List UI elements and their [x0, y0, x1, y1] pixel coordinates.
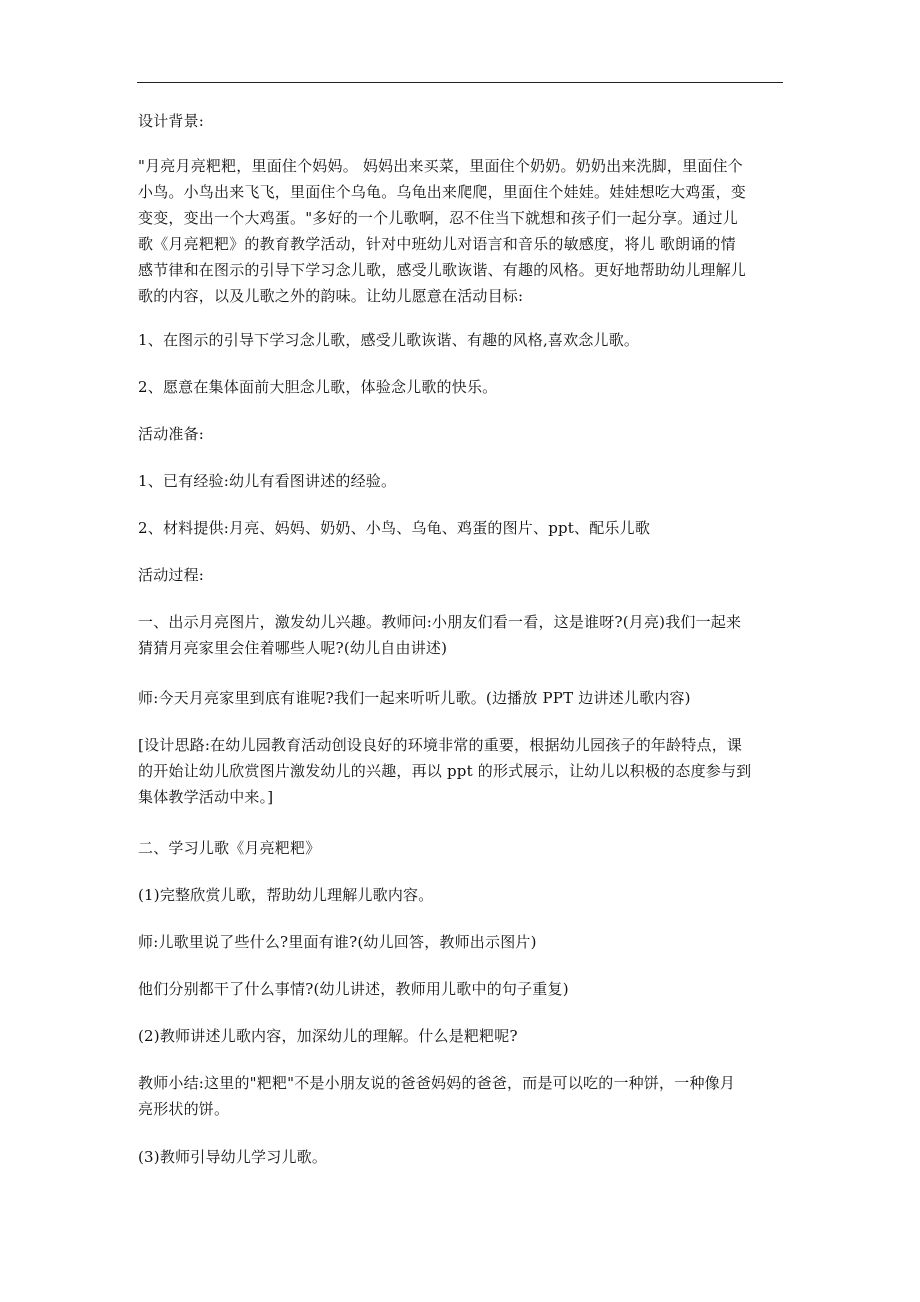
text-line: 1、在图示的引导下学习念儿歌，感受儿歌诙谐、有趣的风格,喜欢念儿歌。: [138, 331, 640, 349]
paragraph-p5: [138, 421, 204, 447]
text-line: 他们分别都干了什么事情?(幼儿讲述，教师用儿歌中的句子重复): [138, 980, 569, 998]
text-line: 的开始让幼儿欣赏图片激发幼儿的兴趣，再以 ppt 的形式展示，让幼儿以积极的态度参与到: [138, 762, 752, 780]
paragraph-p2: [138, 153, 746, 309]
text-line: 活动准备:: [138, 425, 205, 443]
text-line: 集体教学活动中来。]: [138, 788, 274, 806]
header-rule: [137, 82, 783, 83]
text-line: 亮形状的饼。: [138, 1100, 230, 1118]
paragraph-p9: [138, 609, 741, 661]
paragraph-p1: [138, 108, 204, 134]
paragraph-p18: [138, 1144, 327, 1170]
paragraph-p13: [138, 882, 433, 908]
text-line: 歌的内容，以及儿歌之外的韵味。让幼儿愿意在活动目标:: [138, 287, 524, 305]
text-line: (2)教师讲述儿歌内容，加深幼儿的理解。什么是粑粑呢?: [138, 1027, 518, 1045]
paragraph-p6: [138, 468, 396, 494]
text-line: 变变，变出一个大鸡蛋。"多好的一个儿歌啊，忍不住当下就想和孩子们一起分享。通过儿: [138, 209, 738, 227]
text-line: 猜猜月亮家里会住着哪些人呢?(幼儿自由讲述): [138, 639, 448, 657]
text-line: 一、出示月亮图片，激发幼儿兴趣。教师问:小朋友们看一看，这是谁呀?(月亮)我们一起来: [138, 613, 742, 631]
text-line: 师:儿歌里说了些什么?里面有谁?(幼儿回答，教师出示图片): [138, 933, 537, 951]
paragraph-p11: [138, 732, 751, 810]
text-line: 歌《月亮粑粑》的教育教学活动，针对中班幼儿对语言和音乐的敏感度，将儿 歌朗诵的情: [138, 235, 736, 253]
text-line: [设计思路:在幼儿园教育活动创设良好的环境非常的重要，根据幼儿园孩子的年龄特点，课: [138, 736, 743, 754]
text-line: 1、已有经验:幼儿有看图讲述的经验。: [138, 472, 397, 490]
text-line: 感节律和在图示的引导下学习念儿歌，感受儿歌诙谐、有趣的风格。更好地帮助幼儿理解儿: [138, 261, 747, 279]
paragraph-p3: [138, 327, 639, 353]
paragraph-p12: [138, 835, 320, 861]
paragraph-p4: [138, 374, 497, 400]
text-line: "月亮月亮粑粑，里面住个妈妈。 妈妈出来买菜，里面住个奶奶。奶奶出来洗脚，里面住个: [138, 157, 743, 175]
text-line: 2、愿意在集体面前大胆念儿歌，体验念儿歌的快乐。: [138, 378, 498, 396]
paragraph-p16: [138, 1023, 518, 1049]
text-line: 2、材料提供:月亮、妈妈、奶奶、小鸟、乌龟、鸡蛋的图片、ppt、配乐儿歌: [138, 519, 651, 537]
paragraph-p14: [138, 929, 537, 955]
paragraph-p10: [138, 685, 691, 711]
paragraph-p15: [138, 976, 569, 1002]
text-line: 师:今天月亮家里到底有谁呢?我们一起来听听儿歌。(边播放 PPT 边讲述儿歌内容): [138, 689, 691, 707]
text-line: 教师小结:这里的"粑粑"不是小朋友说的爸爸妈妈的爸爸，而是可以吃的一种饼，一种像月: [138, 1074, 736, 1092]
paragraph-p17: [138, 1070, 735, 1122]
text-line: 二、学习儿歌《月亮粑粑》: [138, 839, 321, 857]
text-line: (3)教师引导幼儿学习儿歌。: [138, 1148, 328, 1166]
text-line: 小鸟。小鸟出来飞飞，里面住个乌龟。乌龟出来爬爬，里面住个娃娃。娃娃想吃大鸡蛋，变: [138, 183, 747, 201]
text-line: 活动过程:: [138, 566, 205, 584]
text-line: 设计背景:: [138, 112, 205, 130]
paragraph-p7: [138, 515, 650, 541]
text-line: (1)完整欣赏儿歌，帮助幼儿理解儿歌内容。: [138, 886, 434, 904]
paragraph-p8: [138, 562, 204, 588]
